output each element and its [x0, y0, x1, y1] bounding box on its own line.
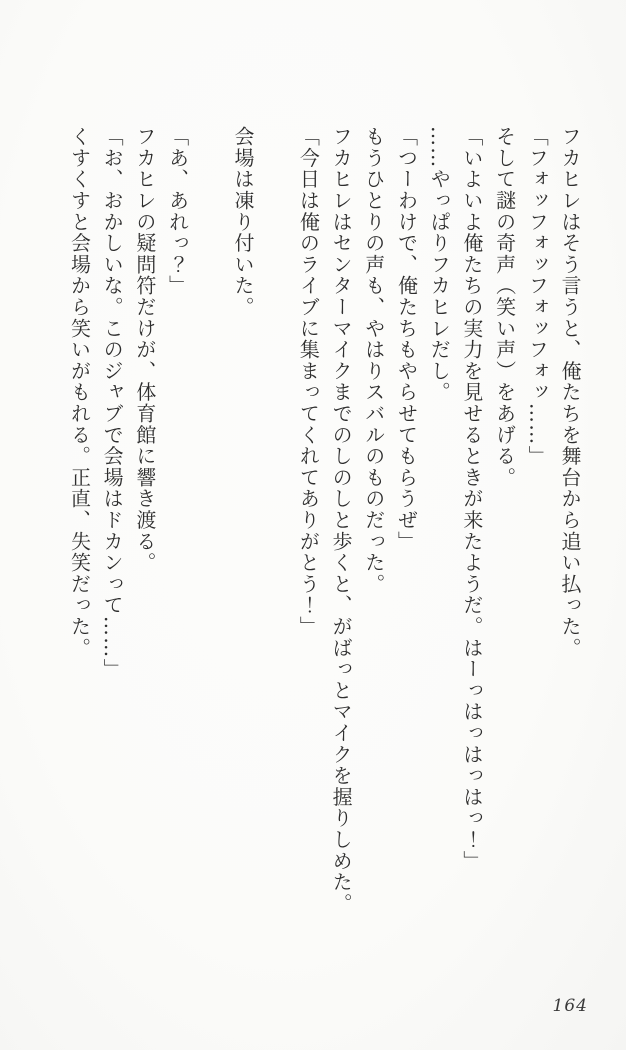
text-line: 「今日は俺のライブに集まってくれてありがとう！」 — [296, 126, 321, 638]
blank-line — [259, 126, 292, 926]
text-line: 「つーわけで、俺たちもやらせてもらうぜ」 — [394, 126, 419, 552]
page-number: 164 — [552, 996, 588, 1016]
text-line: ……やっぱりフカヒレだし。 — [427, 126, 452, 403]
text-line: 「あ、あれっ？」 — [165, 126, 190, 297]
text-line: 「フォッフォッフォッフォッ……」 — [525, 126, 550, 467]
text-line: フカヒレはそう言うと、俺たちを舞台から追い払った。 — [558, 126, 582, 659]
text-line: 「いよいよ俺たちの実力を見せるときが来たようだ。はーっはっはっはっ！」 — [459, 126, 484, 872]
blank-line — [194, 126, 227, 926]
text-line: フカヒレはセンターマイクまでのしのしと歩くと、がばっとマイクを握りしめた。 — [329, 126, 354, 915]
vertical-text-block — [63, 126, 586, 926]
text-line: そして謎の奇声（笑い声）をあげる。 — [492, 126, 517, 489]
text-line: 会場は凍り付いた。 — [230, 126, 255, 318]
text-line: フカヒレの疑問符だけが、体育館に響き渡る。 — [132, 126, 157, 574]
text-line: くすくすと会場から笑いがもれる。正直、失笑だった。 — [67, 126, 92, 659]
text-line: もうひとりの声も、やはりスバルのものだった。 — [361, 126, 386, 595]
text-line: 「お、おかしいな。このジャブで会場はドカンって……」 — [100, 126, 125, 680]
